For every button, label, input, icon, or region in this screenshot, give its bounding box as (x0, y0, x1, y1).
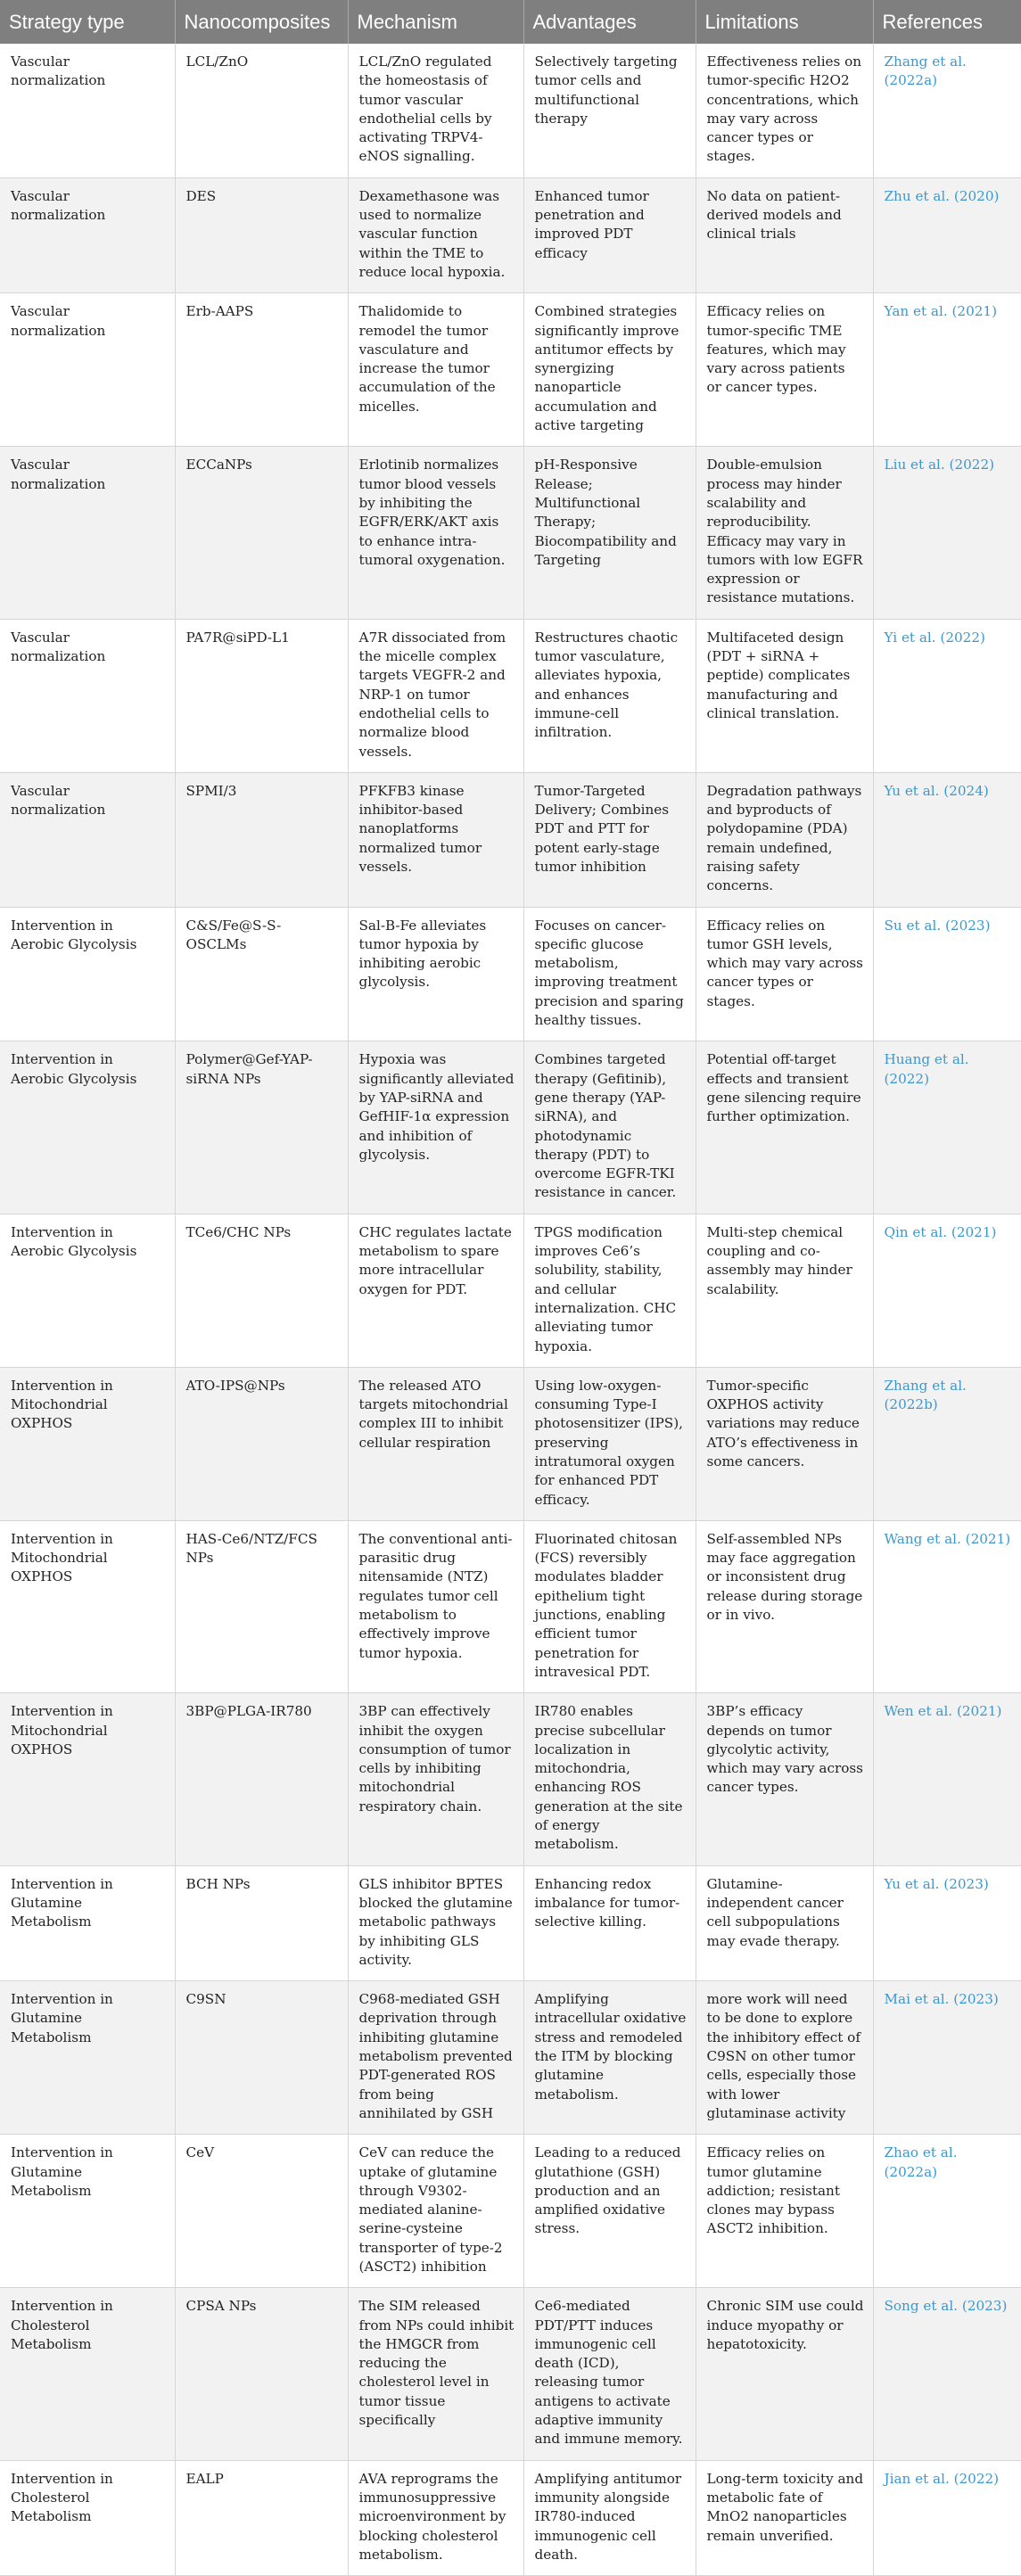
cell-nanocomposite-text: C&S/Fe@S-S-OSCLMs (185, 917, 282, 952)
cell-advantages (523, 293, 696, 447)
cell-nanocomposite (175, 619, 348, 772)
cell-advantages (523, 772, 696, 907)
cell-advantages-text: Enhancing redox imbalance for tumor-selective killing. (534, 1875, 680, 1930)
cell-reference (873, 1367, 1021, 1520)
cell-advantages (523, 1693, 696, 1865)
cell-nanocomposite-text: BCH NPs (185, 1875, 251, 1892)
cell-mechanism-text: The conventional anti-parasitic drug nitensamide (NTZ) regulates tumor cell metabolism to effectively improve tumor hypoxia. (358, 1530, 513, 1661)
cell-nanocomposite-text: Polymer@Gef-YAP-siRNA NPs (185, 1051, 313, 1087)
cell-advantages (523, 177, 696, 292)
table-row (0, 1214, 1021, 1367)
cell-nanocomposite (175, 1214, 348, 1367)
cell-mechanism (348, 619, 523, 772)
table-row (0, 44, 1021, 177)
cell-reference (873, 447, 1021, 619)
reference-link[interactable]: Wen et al. (2021) (884, 1703, 1002, 1720)
cell-mechanism-text: Thalidomide to remodel the tumor vasculature and increase the tumor accumulation of the micelles. (358, 303, 496, 415)
cell-nanocomposite (175, 2135, 348, 2288)
cell-advantages (523, 1865, 696, 1980)
table-row (0, 1520, 1021, 1692)
cell-mechanism-text: Dexamethasone was used to normalize vascular function within the TME to reduce local hypoxia. (358, 187, 506, 280)
cell-strategy-type (0, 1693, 175, 1865)
cell-advantages-text: Restructures chaotic tumor vasculature, alleviates hypoxia, and enhances immune-cell infiltration. (534, 629, 679, 741)
cell-limitations (696, 1214, 873, 1367)
cell-nanocomposite (175, 44, 348, 177)
cell-mechanism (348, 1693, 523, 1865)
cell-limitations (696, 2460, 873, 2575)
cell-strategy-type-text: Intervention in Glutamine Metabolism (11, 1991, 113, 2045)
cell-mechanism (348, 907, 523, 1041)
cell-limitations (696, 1367, 873, 1520)
cell-advantages-text: Enhanced tumor penetration and improved PDT efficacy (534, 187, 649, 261)
cell-strategy-type (0, 177, 175, 292)
cell-reference (873, 1520, 1021, 1692)
cell-strategy-type (0, 907, 175, 1041)
cell-limitations-text: Potential off-target effects and transient gene silencing require further optimization. (706, 1051, 861, 1125)
cell-strategy-type (0, 293, 175, 447)
cell-limitations-text: Multifaceted design (PDT + siRNA + peptide) complicates manufacturing and clinical translation. (706, 629, 851, 721)
cell-strategy-type (0, 1041, 175, 1214)
cell-strategy-type-text: Intervention in Aerobic Glycolysis (11, 1223, 137, 1260)
cell-advantages-text: Amplifying antitumor immunity alongside IR780-induced immunogenic cell death. (534, 2470, 682, 2563)
cell-nanocomposite (175, 1865, 348, 1980)
cell-mechanism-text: AVA reprograms the immunosuppressive microenvironment by blocking cholesterol metabolism. (358, 2470, 506, 2563)
cell-nanocomposite (175, 177, 348, 292)
cell-strategy-type (0, 772, 175, 907)
cell-reference (873, 907, 1021, 1041)
cell-mechanism-text: CeV can reduce the uptake of glutamine through V9302-mediated alanine-serine-cysteine transporter of type-2 (ASCT2) inhibition (358, 2144, 503, 2275)
cell-advantages-text: TPGS modification improves Ce6’s solubility, stability, and cellular internalization. CHC alleviating tumor hypoxia. (534, 1223, 677, 1354)
cell-limitations (696, 1693, 873, 1865)
cell-limitations-text: Efficacy relies on tumor-specific TME features, which may vary across patients or cancer types. (706, 303, 846, 396)
cell-nanocomposite-text: Erb-AAPS (185, 303, 254, 320)
cell-advantages (523, 2135, 696, 2288)
cell-mechanism (348, 1981, 523, 2135)
cell-nanocomposite (175, 1981, 348, 2135)
cell-advantages-text: Tumor-Targeted Delivery; Combines PDT and PTT for potent early-stage tumor inhibition (534, 782, 670, 875)
cell-mechanism-text: The SIM released from NPs could inhibit the HMGCR from reducing the cholesterol level in tumor tissue specifically (358, 2298, 515, 2429)
cell-mechanism (348, 1367, 523, 1520)
cell-limitations-text: Self-assembled NPs may face aggregation or inconsistent drug release during storage or in vivo. (706, 1530, 863, 1624)
cell-reference (873, 2288, 1021, 2460)
table-row (0, 293, 1021, 447)
cell-limitations (696, 907, 873, 1041)
cell-limitations-text: Double-emulsion process may hinder scalability and reproducibility. Efficacy may vary in tumors with low EGFR expression or resistance mutations. (706, 457, 863, 606)
table-row (0, 907, 1021, 1041)
cell-mechanism (348, 177, 523, 292)
cell-limitations-text: Glutamine-independent cancer cell subpopulations may evade therapy. (706, 1875, 844, 1949)
cell-mechanism-text: LCL/ZnO regulated the homeostasis of tumor vascular endothelial cells by activating TRPV4-eNOS signalling. (358, 53, 492, 165)
cell-reference (873, 1693, 1021, 1865)
cell-advantages (523, 44, 696, 177)
cell-nanocomposite-text: CPSA NPs (185, 2298, 257, 2315)
cell-strategy-type-text: Vascular normalization (11, 53, 106, 89)
cell-limitations (696, 2288, 873, 2460)
reference-link[interactable]: Zhu et al. (2020) (884, 187, 1000, 204)
cell-strategy-type (0, 2460, 175, 2575)
cell-nanocomposite-text: ECCaNPs (185, 457, 252, 473)
cell-reference (873, 2460, 1021, 2575)
header-nanocomposites: Nanocomposites (175, 0, 348, 44)
cell-advantages (523, 1520, 696, 1692)
cell-limitations (696, 1520, 873, 1692)
header-mechanism: Mechanism (348, 0, 523, 44)
cell-advantages-text: Selectively targeting tumor cells and multifunctional therapy (534, 53, 678, 127)
table-row (0, 1865, 1021, 1980)
cell-strategy-type (0, 1214, 175, 1367)
reference-link[interactable]: Zhang et al. (2022a) (884, 53, 967, 89)
table-row (0, 177, 1021, 292)
cell-strategy-type-text: Intervention in Mitochondrial OXPHOS (11, 1703, 113, 1757)
table-row (0, 1693, 1021, 1865)
cell-strategy-type-text: Intervention in Glutamine Metabolism (11, 1875, 113, 1930)
table-row (0, 2288, 1021, 2460)
cell-limitations-text: Long-term toxicity and metabolic fate of MnO2 nanoparticles remain unverified. (706, 2470, 864, 2544)
cell-nanocomposite-text: CeV (185, 2144, 215, 2161)
cell-limitations (696, 293, 873, 447)
reference-link[interactable]: Yu et al. (2023) (884, 1875, 989, 1892)
cell-strategy-type (0, 1367, 175, 1520)
cell-mechanism-text: The released ATO targets mitochondrial complex III to inhibit cellular respiration (358, 1377, 508, 1451)
cell-advantages (523, 2288, 696, 2460)
cell-nanocomposite-text: PA7R@siPD-L1 (185, 629, 290, 646)
header-strategy-type: Strategy type (0, 0, 175, 44)
reference-link[interactable]: Mai et al. (2023) (884, 1991, 999, 2008)
cell-limitations-text: Multi-step chemical coupling and co-assembly may hinder scalability. (706, 1223, 852, 1297)
cell-nanocomposite (175, 907, 348, 1041)
cell-advantages-text: Combines targeted therapy (Gefitinib), gene therapy (YAP-siRNA), and photodynamic therapy (PDT) to overcome EGFR-TKI resistance in cancer. (534, 1051, 677, 1201)
cell-nanocomposite-text: DES (185, 187, 217, 204)
reference-link[interactable]: Song et al. (2023) (884, 2298, 1008, 2315)
reference-link[interactable]: Wang et al. (2021) (884, 1530, 1011, 1547)
cell-advantages (523, 1214, 696, 1367)
cell-strategy-type-text: Vascular normalization (11, 782, 106, 819)
cell-nanocomposite-text: C9SN (185, 1991, 226, 2008)
cell-strategy-type (0, 447, 175, 619)
cell-mechanism (348, 293, 523, 447)
cell-advantages (523, 447, 696, 619)
cell-mechanism-text: GLS inhibitor BPTES blocked the glutamine metabolic pathways by inhibiting GLS activity. (358, 1875, 513, 1968)
header-references: References (873, 0, 1021, 44)
cell-nanocomposite-text: LCL/ZnO (185, 53, 249, 70)
cell-limitations (696, 1865, 873, 1980)
cell-strategy-type-text: Intervention in Aerobic Glycolysis (11, 917, 137, 952)
cell-mechanism-text: A7R dissociated from the micelle complex targets VEGFR-2 and NRP-1 on tumor endothelial cells to normalize blood vessels. (358, 629, 506, 760)
cell-strategy-type-text: Vascular normalization (11, 457, 106, 492)
cell-mechanism-text: Sal-B-Fe alleviates tumor hypoxia by inhibiting aerobic glycolysis. (358, 917, 487, 991)
cell-limitations-text: Efficacy relies on tumor glutamine addiction; resistant clones may bypass ASCT2 inhibition. (706, 2144, 840, 2237)
table-row (0, 1981, 1021, 2135)
cell-limitations (696, 1981, 873, 2135)
cell-nanocomposite-text: HAS-Ce6/NTZ/FCS NPs (185, 1530, 317, 1567)
cell-limitations-text: Effectiveness relies on tumor-specific H2O2 concentrations, which may vary across cancer types or stages. (706, 53, 862, 165)
cell-advantages-text: Leading to a reduced glutathione (GSH) production and an amplified oxidative stress. (534, 2144, 681, 2237)
header-limitations: Limitations (696, 0, 873, 44)
reference-link[interactable]: Yan et al. (2021) (884, 303, 997, 320)
cell-strategy-type-text: Intervention in Mitochondrial OXPHOS (11, 1377, 113, 1432)
cell-limitations (696, 44, 873, 177)
cell-nanocomposite (175, 2460, 348, 2575)
cell-strategy-type-text: Intervention in Mitochondrial OXPHOS (11, 1530, 113, 1585)
table-row (0, 619, 1021, 772)
cell-mechanism (348, 1214, 523, 1367)
cell-advantages-text: Combined strategies significantly improve antitumor effects by synergizing nanoparticle accumulation and active targeting (534, 303, 679, 434)
reference-link[interactable]: Qin et al. (2021) (884, 1223, 997, 1240)
cell-advantages-text: Focuses on cancer-specific glucose metabolism, improving treatment precision and sparing healthy tissues. (534, 917, 684, 1029)
table-row (0, 1041, 1021, 1214)
cell-mechanism-text: PFKFB3 kinase inhibitor-based nanoplatforms normalized tumor vessels. (358, 782, 482, 875)
cell-limitations (696, 2135, 873, 2288)
cell-advantages (523, 619, 696, 772)
header-advantages: Advantages (523, 0, 696, 44)
table-row (0, 1367, 1021, 1520)
cell-mechanism (348, 2460, 523, 2575)
cell-strategy-type-text: Intervention in Cholesterol Metabolism (11, 2470, 113, 2525)
cell-mechanism (348, 2135, 523, 2288)
cell-strategy-type-text: Intervention in Glutamine Metabolism (11, 2144, 113, 2199)
table-row (0, 2135, 1021, 2288)
cell-strategy-type-text: Intervention in Cholesterol Metabolism (11, 2298, 113, 2352)
header-row (0, 0, 1021, 44)
cell-nanocomposite (175, 1693, 348, 1865)
reference-link[interactable]: Yi et al. (2022) (884, 629, 985, 646)
table-body (0, 44, 1021, 2576)
table-row (0, 2460, 1021, 2575)
cell-limitations (696, 772, 873, 907)
cell-advantages (523, 1367, 696, 1520)
cell-mechanism (348, 1041, 523, 1214)
cell-limitations-text: Chronic SIM use could induce myopathy or hepatotoxicity. (706, 2298, 864, 2352)
cell-advantages (523, 2460, 696, 2575)
cell-mechanism (348, 2288, 523, 2460)
cell-reference (873, 1214, 1021, 1367)
cell-nanocomposite-text: ATO-IPS@NPs (185, 1377, 285, 1394)
cell-limitations (696, 1041, 873, 1214)
cell-limitations-text: Degradation pathways and byproducts of polydopamine (PDA) remain undefined, raising safety concerns. (706, 782, 862, 894)
reference-link[interactable]: Su et al. (2023) (884, 917, 991, 934)
cell-mechanism-text: CHC regulates lactate metabolism to spare more intracellular oxygen for PDT. (358, 1223, 512, 1297)
cell-advantages-text: Fluorinated chitosan (FCS) reversibly modulates bladder epithelium tight junctions, enabling efficient tumor penetration for intravesical PDT. (534, 1530, 678, 1680)
cell-reference (873, 44, 1021, 177)
cell-advantages (523, 1981, 696, 2135)
cell-reference (873, 293, 1021, 447)
cell-nanocomposite-text: EALP (185, 2470, 224, 2487)
cell-limitations (696, 619, 873, 772)
reference-link[interactable]: Huang et al. (2022) (884, 1051, 969, 1087)
cell-advantages (523, 907, 696, 1041)
cell-nanocomposite (175, 293, 348, 447)
cell-mechanism-text: C968-mediated GSH deprivation through inhibiting glutamine metabolism prevented PDT-generated ROS from being annihilated by GSH (358, 1991, 513, 2121)
cell-mechanism (348, 1520, 523, 1692)
reference-link[interactable]: Zhang et al. (2022b) (884, 1377, 967, 1413)
cell-strategy-type (0, 44, 175, 177)
cell-limitations-text: Efficacy relies on tumor GSH levels, which may vary across cancer types or stages. (706, 917, 863, 1009)
cell-strategy-type (0, 1520, 175, 1692)
cell-strategy-type (0, 619, 175, 772)
cell-reference (873, 2135, 1021, 2288)
cell-reference (873, 772, 1021, 907)
cell-nanocomposite (175, 2288, 348, 2460)
cell-nanocomposite (175, 447, 348, 619)
cell-reference (873, 177, 1021, 292)
cell-nanocomposite (175, 772, 348, 907)
cell-nanocomposite-text: SPMI/3 (185, 782, 237, 799)
cell-strategy-type (0, 1981, 175, 2135)
cell-advantages-text: Ce6-mediated PDT/PTT induces immunogenic cell death (ICD), releasing tumor antigens to activate adaptive immunity and immune memory. (534, 2298, 683, 2448)
cell-advantages-text: Using low-oxygen-consuming Type-I photosensitizer (IPS), preserving intratumoral oxygen for enhanced PDT efficacy. (534, 1377, 683, 1508)
cell-mechanism (348, 1865, 523, 1980)
table-row (0, 447, 1021, 619)
reference-link[interactable]: Zhao et al. (2022a) (884, 2144, 958, 2180)
cell-nanocomposite (175, 1041, 348, 1214)
cell-strategy-type-text: Vascular normalization (11, 303, 106, 339)
cell-mechanism (348, 772, 523, 907)
cell-limitations (696, 447, 873, 619)
cell-strategy-type (0, 2135, 175, 2288)
cell-reference (873, 619, 1021, 772)
cell-limitations-text: 3BP’s efficacy depends on tumor glycolytic activity, which may vary across cancer types. (706, 1703, 863, 1796)
cell-reference (873, 1865, 1021, 1980)
cell-reference (873, 1981, 1021, 2135)
cell-mechanism-text: Hypoxia was significantly alleviated by YAP-siRNA and GefHIF-1α expression and inhibition of glycolysis. (358, 1051, 515, 1163)
cell-nanocomposite-text: TCe6/CHC NPs (185, 1223, 292, 1240)
cell-advantages-text: Amplifying intracellular oxidative stress and remodeled the ITM by blocking glutamine metabolism. (534, 1991, 687, 2103)
cell-limitations (696, 177, 873, 292)
cell-strategy-type-text: Intervention in Aerobic Glycolysis (11, 1051, 137, 1087)
cell-advantages (523, 1041, 696, 1214)
reference-link[interactable]: Liu et al. (2022) (884, 457, 995, 473)
cell-limitations-text: No data on patient-derived models and clinical trials (706, 187, 842, 243)
table-row (0, 772, 1021, 907)
cell-limitations-text: Tumor-specific OXPHOS activity variations may reduce ATO’s effectiveness in some cancers. (706, 1377, 860, 1469)
cell-mechanism (348, 447, 523, 619)
cell-advantages-text: pH-Responsive Release; Multifunctional Therapy; Biocompatibility and Targeting (534, 457, 677, 568)
cell-nanocomposite-text: 3BP@PLGA-IR780 (185, 1703, 312, 1720)
cell-nanocomposite (175, 1520, 348, 1692)
cell-mechanism-text: Erlotinib normalizes tumor blood vessels by inhibiting the EGFR/ERK/AKT axis to enhance intra-tumoral oxygenation. (358, 457, 506, 568)
cell-mechanism (348, 44, 523, 177)
cell-strategy-type (0, 2288, 175, 2460)
reference-link[interactable]: Yu et al. (2024) (884, 782, 989, 799)
cell-advantages-text: IR780 enables precise subcellular localization in mitochondria, enhancing ROS generation at the site of energy metabolism. (534, 1703, 683, 1853)
cell-mechanism-text: 3BP can effectively inhibit the oxygen consumption of tumor cells by inhibiting mitochondrial respiratory chain. (358, 1703, 511, 1815)
cell-strategy-type-text: Vascular normalization (11, 187, 106, 224)
cell-nanocomposite (175, 1367, 348, 1520)
cell-reference (873, 1041, 1021, 1214)
cell-strategy-type-text: Vascular normalization (11, 629, 106, 665)
cell-strategy-type (0, 1865, 175, 1980)
cell-limitations-text: more work will need to be done to explore the inhibitory effect of C9SN on other tumor cells, especially those with lower glutaminase activity (706, 1991, 860, 2121)
table-header (0, 0, 1021, 44)
reference-link[interactable]: Jian et al. (2022) (884, 2470, 1000, 2487)
